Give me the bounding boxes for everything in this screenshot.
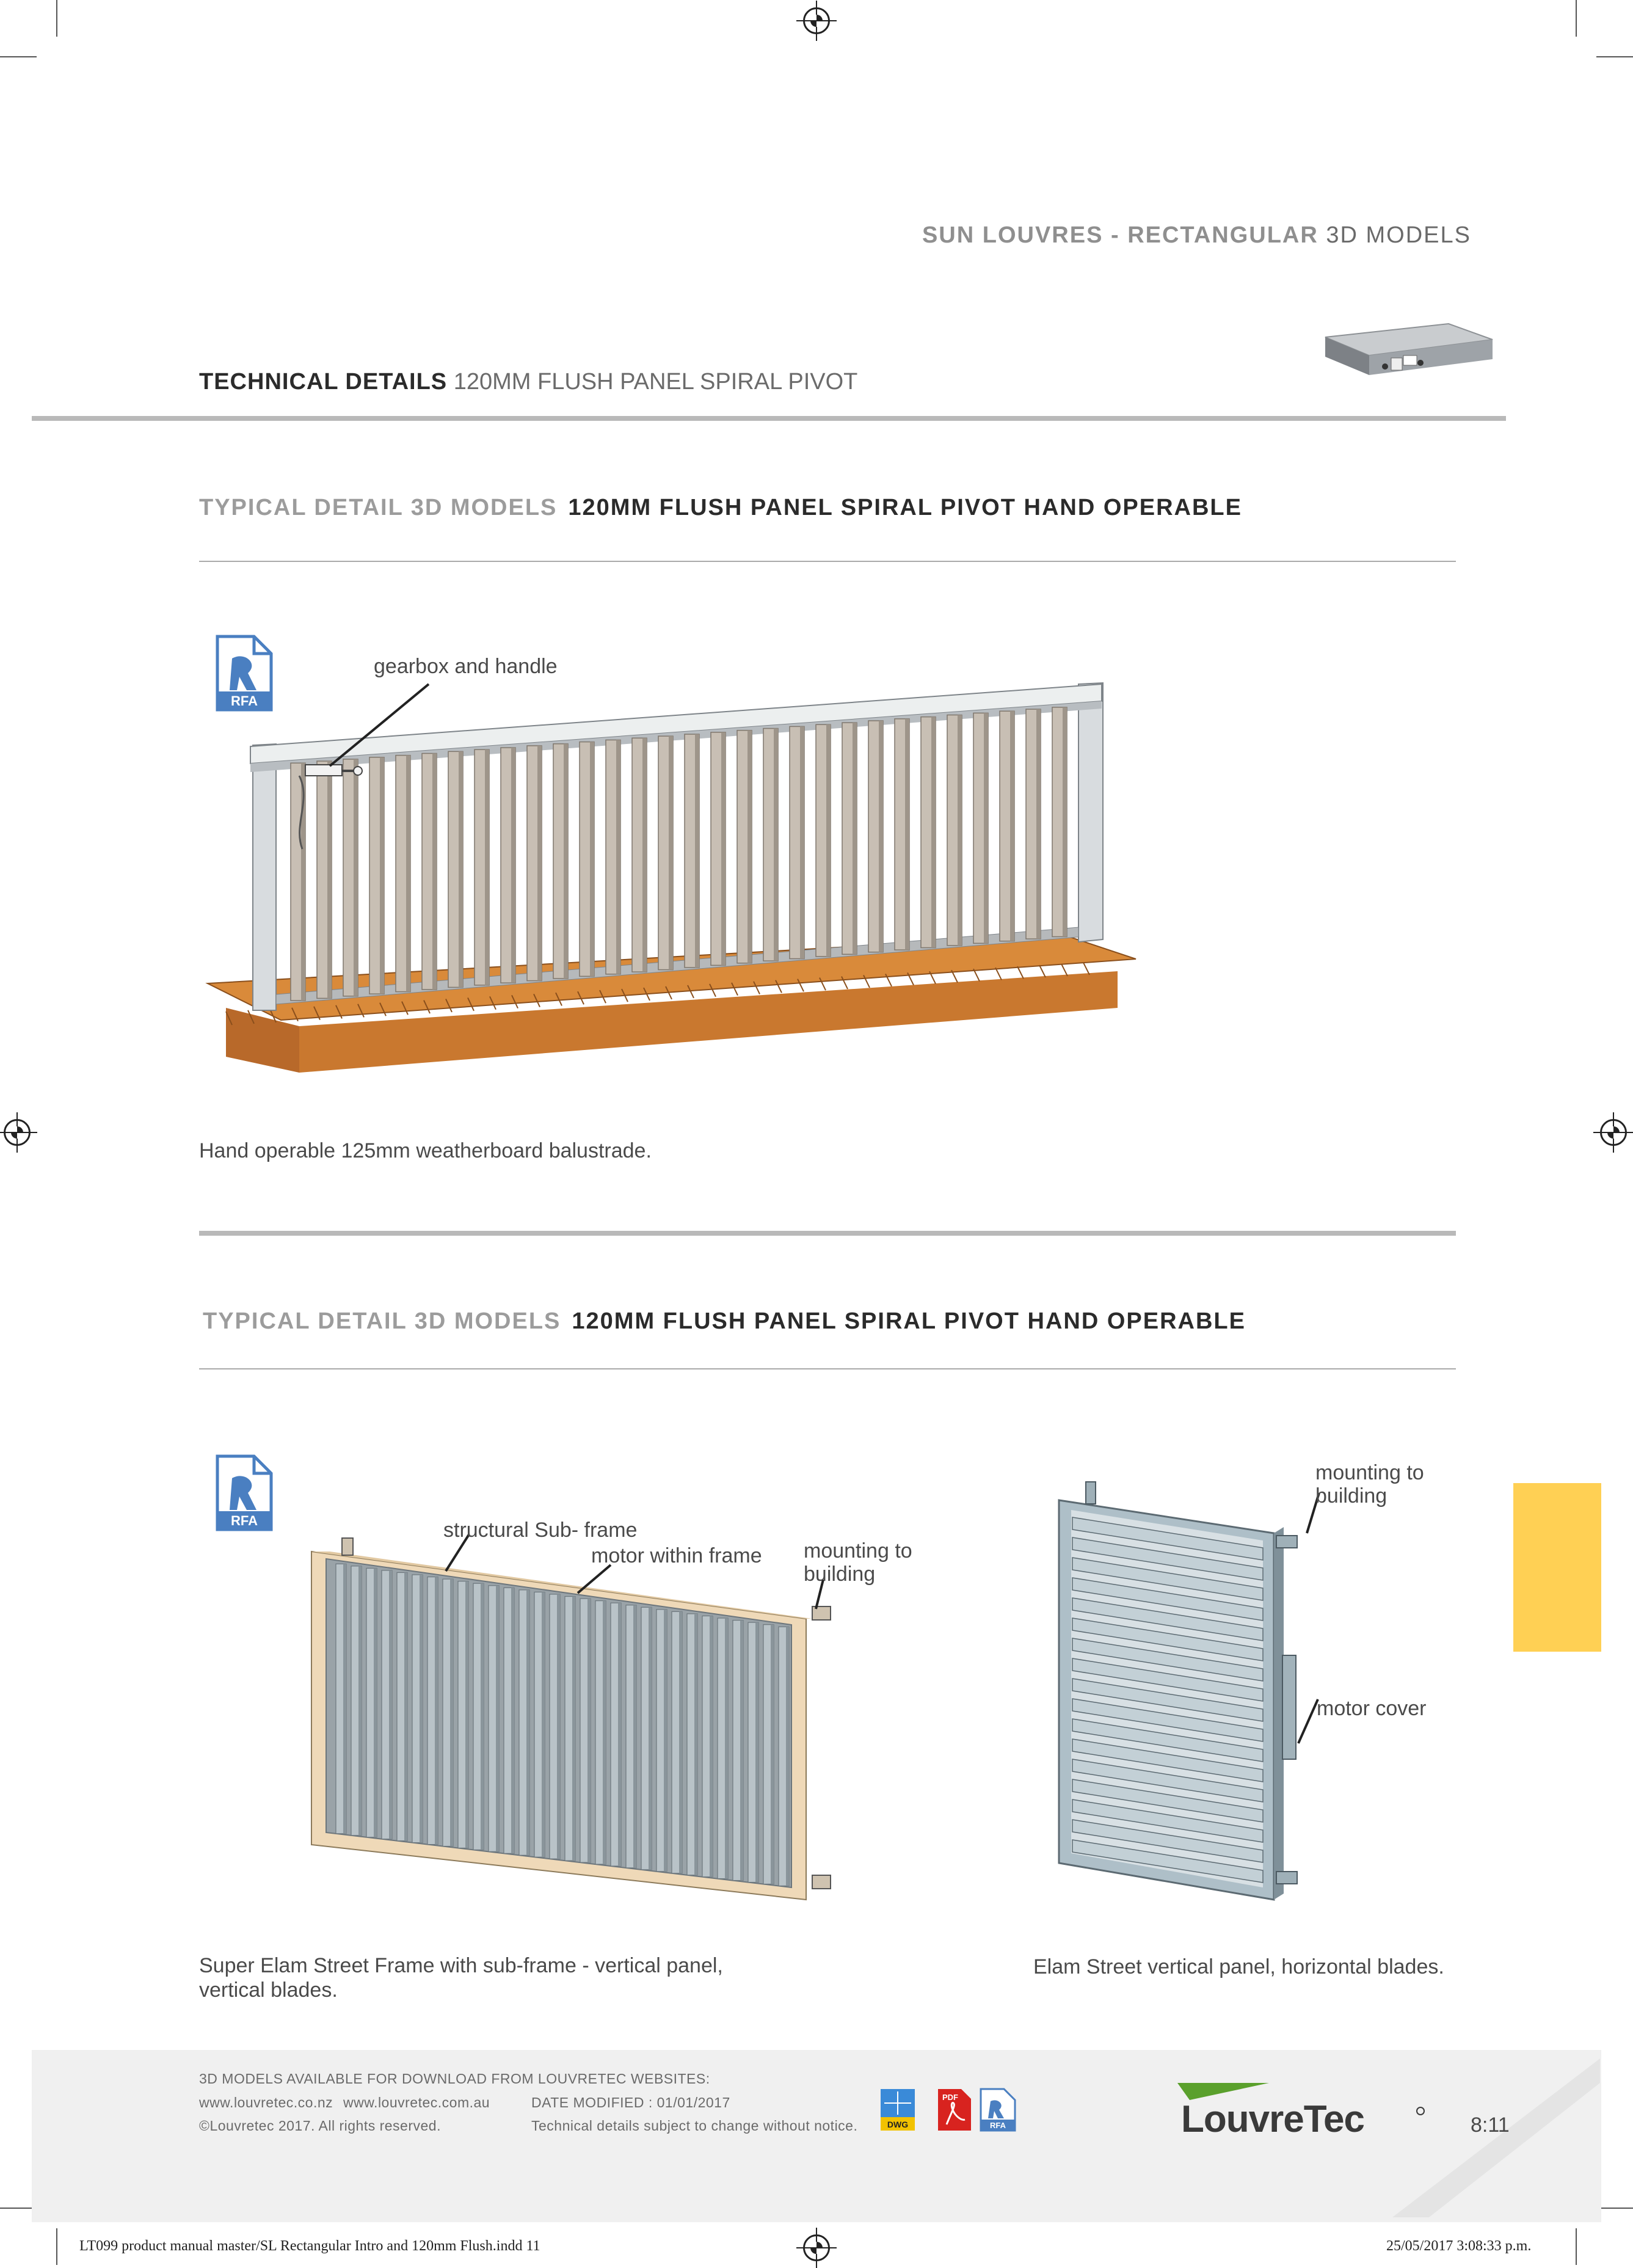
registration-mark-icon xyxy=(803,7,830,34)
blade-shadow xyxy=(587,1599,591,1862)
blade-shadow xyxy=(420,1575,423,1843)
section-divider xyxy=(199,1231,1456,1236)
blade-shadow xyxy=(354,759,358,996)
vertical-panel-illustration xyxy=(305,1527,855,1924)
label-mounting-to: mounting to xyxy=(1315,1461,1424,1484)
slug-date-time: 25/05/2017 3:08:33 p.m. xyxy=(1386,2238,1532,2254)
dwg-icon-text: DWG xyxy=(887,2120,909,2129)
blade-shadow xyxy=(542,1592,545,1857)
blade-shadow xyxy=(358,1566,362,1836)
section1-title-dark: 120MM FLUSH PANEL SPIRAL PIVOT HAND OPERABLE xyxy=(568,495,1242,520)
blade-shadow xyxy=(485,749,489,985)
caption-line: Super Elam Street Frame with sub-frame - vertical panel, xyxy=(199,1954,723,1977)
rfa-small-icon-text: RFA xyxy=(990,2121,1006,2130)
section-rule xyxy=(199,561,1456,562)
section-divider xyxy=(32,416,1506,421)
page-header-title xyxy=(922,222,1471,249)
logo-wordmark: LouvreTec xyxy=(1181,2098,1364,2140)
blade-shadow xyxy=(432,753,437,990)
footer-copyright: ©Louvretec 2017. All rights reserved. xyxy=(199,2118,441,2134)
crop-mark xyxy=(1596,2208,1633,2209)
blade-shadow xyxy=(406,756,410,992)
blade-shadow xyxy=(343,1564,346,1834)
blade-shadow xyxy=(679,1611,682,1873)
deck-board-line xyxy=(1017,966,1024,979)
blade-shadow xyxy=(450,1579,453,1846)
rfa-file-icon-small[interactable] xyxy=(978,2088,1017,2132)
blade-shadow xyxy=(616,740,620,974)
label-motor-cover: motor cover xyxy=(1317,1697,1427,1720)
technical-details-title xyxy=(199,369,857,395)
section2-right-caption: Elam Street vertical panel, horizontal blades. xyxy=(1033,1955,1444,1978)
label-mounting-building: building xyxy=(804,1562,876,1586)
footer-download-note: 3D MODELS AVAILABLE FOR DOWNLOAD FROM LOUVRETEC WEBSITES: xyxy=(199,2071,710,2087)
blade-shadow xyxy=(755,1622,758,1882)
page-number: 8:11 xyxy=(1471,2113,1510,2137)
registration-mark-icon xyxy=(803,2234,830,2261)
footer-notice: Technical details subject to change without notice. xyxy=(531,2118,858,2134)
blade-shadow xyxy=(905,719,909,950)
registration-mark-icon xyxy=(1600,1119,1627,1146)
blade-shadow xyxy=(695,734,699,968)
blade-shadow xyxy=(1010,711,1014,941)
section-tab-marker xyxy=(1513,1483,1601,1652)
label-mounting-building: building xyxy=(1315,1484,1388,1508)
deck-board-line xyxy=(1039,965,1046,977)
blade-shadow xyxy=(404,1572,407,1840)
blade-shadow xyxy=(771,1625,774,1884)
technical-title-bold: TECHNICAL DETAILS xyxy=(199,369,448,395)
crop-mark xyxy=(0,56,37,57)
crop-mark xyxy=(1576,0,1577,37)
blade-shadow xyxy=(740,1621,743,1881)
blade-shadow xyxy=(1063,707,1067,937)
label-gearbox-and-handle: gearbox and handle xyxy=(374,655,558,678)
blade-shadow xyxy=(537,746,542,981)
label-motor-within-frame: motor within frame xyxy=(591,1544,762,1567)
blade-shadow xyxy=(327,761,332,998)
blade-shadow xyxy=(557,1594,560,1859)
section1-title xyxy=(199,495,1242,521)
blade-shadow xyxy=(511,748,515,983)
blade-shadow xyxy=(526,1590,529,1855)
blade-shadow xyxy=(774,729,778,961)
blade-shadow xyxy=(389,1570,392,1839)
blade-shadow xyxy=(496,1586,499,1852)
blade-shadow xyxy=(572,1597,575,1861)
deck-board-line xyxy=(995,968,1002,980)
blade-shadow xyxy=(590,742,594,977)
blade-shadow xyxy=(725,1618,728,1879)
blade-shadow xyxy=(931,717,936,948)
footer-site-au[interactable]: www.louvretec.com.au xyxy=(343,2095,490,2110)
crop-mark xyxy=(1576,2228,1577,2265)
section1-title-grey: TYPICAL DETAIL 3D MODELS xyxy=(199,495,558,520)
blade-shadow xyxy=(649,1607,652,1870)
section2-title-dark: 120MM FLUSH PANEL SPIRAL PIVOT HAND OPERABLE xyxy=(572,1308,1246,1334)
label-mounting-to: mounting to xyxy=(804,1539,912,1562)
rfa-badge-text: RFA xyxy=(231,693,258,709)
blade-shadow xyxy=(459,751,463,987)
crop-mark xyxy=(56,2228,57,2265)
caption-line: vertical blades. xyxy=(199,1978,338,2002)
footer-site-nz[interactable]: www.louvretec.co.nz xyxy=(199,2095,333,2110)
dwg-file-icon[interactable] xyxy=(878,2088,917,2132)
blade-shadow xyxy=(642,738,647,972)
pdf-icon-text: PDF xyxy=(942,2093,958,2102)
section2-left-caption xyxy=(199,1953,723,2002)
blade-shadow xyxy=(564,744,568,979)
crop-mark xyxy=(0,2208,37,2209)
header-title-bold: SUN LOUVRES - RECTANGULAR xyxy=(922,222,1318,248)
blade-shadow xyxy=(669,736,673,969)
blade-shadow xyxy=(618,1603,621,1866)
blade-shadow xyxy=(721,732,726,966)
section1-caption: Hand operable 125mm weatherboard balustrade. xyxy=(199,1139,652,1162)
blade-shadow xyxy=(374,1568,377,1837)
blade-shadow xyxy=(511,1588,514,1853)
blade-shadow xyxy=(633,1605,636,1868)
balustrade-illustration xyxy=(202,641,1154,1093)
blade-shadow xyxy=(786,1627,789,1886)
rfa-badge-text: RFA xyxy=(231,1513,258,1528)
slug-file-info: LT099 product manual master/SL Rectangular Intro and 120mm Flush.indd 11 xyxy=(79,2238,540,2254)
section-rule xyxy=(199,1368,1456,1369)
deck-board-line xyxy=(1061,964,1067,976)
blade-shadow xyxy=(958,715,962,945)
pdf-file-icon[interactable] xyxy=(934,2088,973,2132)
blade-shadow xyxy=(879,721,883,952)
crop-mark xyxy=(56,0,57,37)
blade-shadow xyxy=(694,1614,697,1875)
blade-shadow xyxy=(664,1610,667,1872)
blade-shadow xyxy=(1036,709,1041,939)
blade-shadow xyxy=(435,1577,438,1845)
blade-shadow xyxy=(603,1601,606,1864)
blade-shadow xyxy=(380,757,384,994)
label-structural-subframe: structural Sub- frame xyxy=(443,1519,638,1542)
blade-shadow xyxy=(710,1616,713,1876)
louvretec-logo xyxy=(1177,2079,1434,2144)
product-thumbnail-image xyxy=(1318,313,1499,388)
blade-shadow xyxy=(481,1583,484,1850)
footer-date-modified: DATE MODIFIED : 01/01/2017 xyxy=(531,2095,730,2110)
horizontal-blade-panel-illustration xyxy=(1050,1472,1331,1912)
crop-mark xyxy=(1596,56,1633,57)
technical-title-light: 120MM FLUSH PANEL SPIRAL PIVOT xyxy=(453,369,858,395)
deck-board-line xyxy=(1083,963,1089,975)
blade-shadow xyxy=(800,726,804,958)
blade-shadow xyxy=(826,724,831,957)
registration-mark-icon xyxy=(4,1119,31,1146)
section2-title xyxy=(203,1308,1246,1335)
blade-shadow xyxy=(465,1581,468,1848)
section2-title-grey: TYPICAL DETAIL 3D MODELS xyxy=(203,1308,561,1334)
blade-shadow xyxy=(984,713,988,943)
header-title-light: 3D MODELS xyxy=(1326,222,1471,248)
blade-shadow xyxy=(747,731,752,963)
blade-shadow xyxy=(853,723,857,954)
rfa-file-icon xyxy=(214,1454,275,1532)
